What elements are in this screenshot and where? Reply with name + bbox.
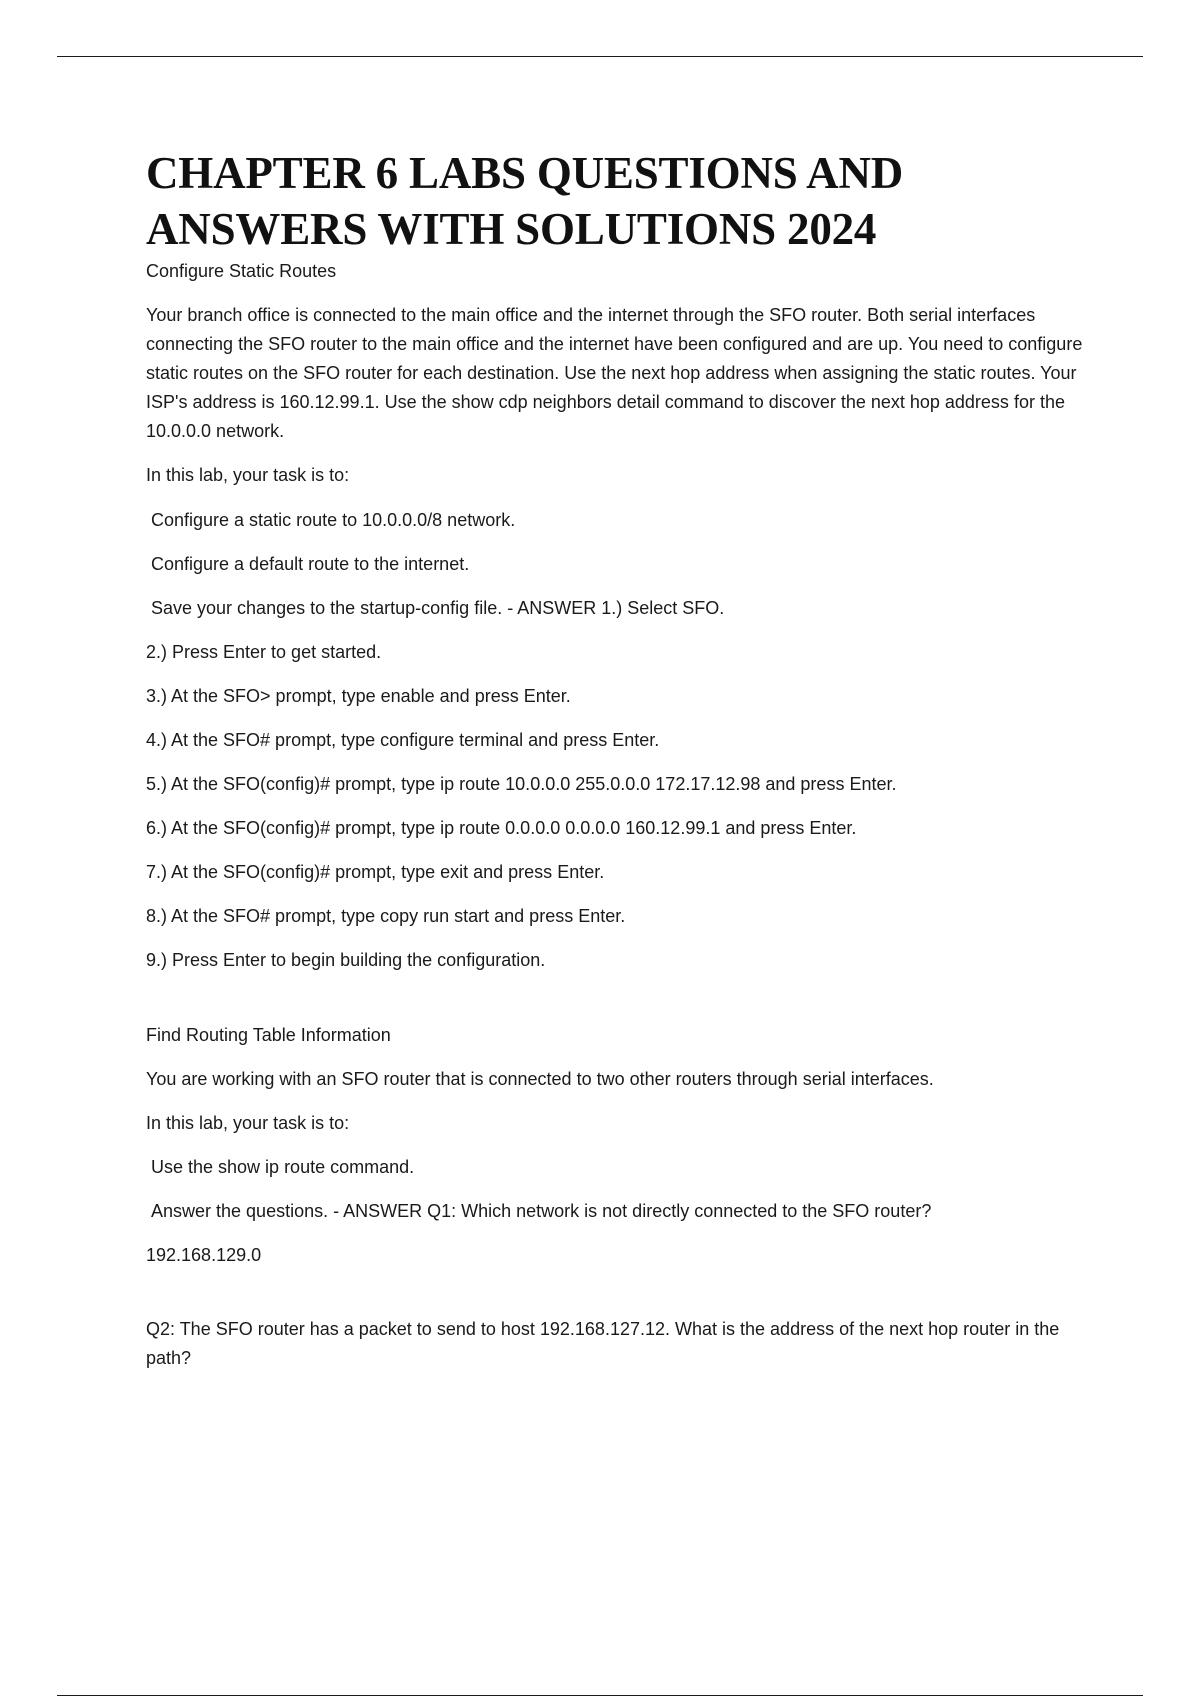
step-item: 9.) Press Enter to begin building the configuration.: [146, 950, 546, 970]
paragraph-routing-table-intro: You are working with an SFO router that is connected to two other routers through serial interfaces.: [146, 1069, 934, 1089]
step-item: 5.) At the SFO(config)# prompt, type ip route 10.0.0.0 255.0.0.0 172.17.12.98 and press Enter.: [146, 774, 897, 794]
section-heading-routing-table: Find Routing Table Information: [146, 1025, 391, 1045]
step-item: 4.) At the SFO# prompt, type configure terminal and press Enter.: [146, 730, 660, 750]
task-intro: In this lab, your task is to:: [146, 1113, 350, 1133]
step-item: 3.) At the SFO> prompt, type enable and press Enter.: [146, 686, 571, 706]
question-item: Q2: The SFO router has a packet to send to host 192.168.127.12. What is the address of the next hop router in the path?: [146, 1319, 1060, 1368]
step-item: 6.) At the SFO(config)# prompt, type ip route 0.0.0.0 0.0.0.0 160.12.99.1 and press Enter.: [146, 818, 857, 838]
step-item: 7.) At the SFO(config)# prompt, type exit and press Enter.: [146, 862, 605, 882]
document-body: [146, 145, 1086, 1373]
task-item-answer: Save your changes to the startup-config file. - ANSWER 1.) Select SFO.: [151, 598, 725, 618]
bottom-rule: [57, 1695, 1143, 1696]
step-item: 2.) Press Enter to get started.: [146, 642, 382, 662]
paragraph-static-routes-intro: Your branch office is connected to the main office and the internet through the SFO router. Both serial interfaces connecting the SFO router to the main office and the internet have been configured and are up. You need to configure static routes on the SFO router for each destination. Use the next hop address when assigning the static routes. Your ISP's address is 160.12.99.1. Use the show cdp neighbors detail command to discover the next hop address for the 10.0.0.0 network.: [146, 305, 1083, 441]
task-item: Use the show ip route command.: [151, 1157, 415, 1177]
task-item: Configure a static route to 10.0.0.0/8 network.: [151, 510, 516, 530]
document-title: CHAPTER 6 LABS QUESTIONS AND ANSWERS WITH SOLUTIONS 2024: [146, 148, 904, 254]
task-item-answer: Answer the questions. - ANSWER Q1: Which network is not directly connected to the SFO router?: [151, 1201, 932, 1221]
section-heading-static-routes: Configure Static Routes: [146, 261, 337, 281]
top-rule: [57, 56, 1143, 57]
task-intro: In this lab, your task is to:: [146, 465, 350, 485]
answer-value: 192.168.129.0: [146, 1245, 262, 1265]
task-item: Configure a default route to the internet.: [151, 554, 470, 574]
step-item: 8.) At the SFO# prompt, type copy run start and press Enter.: [146, 906, 626, 926]
